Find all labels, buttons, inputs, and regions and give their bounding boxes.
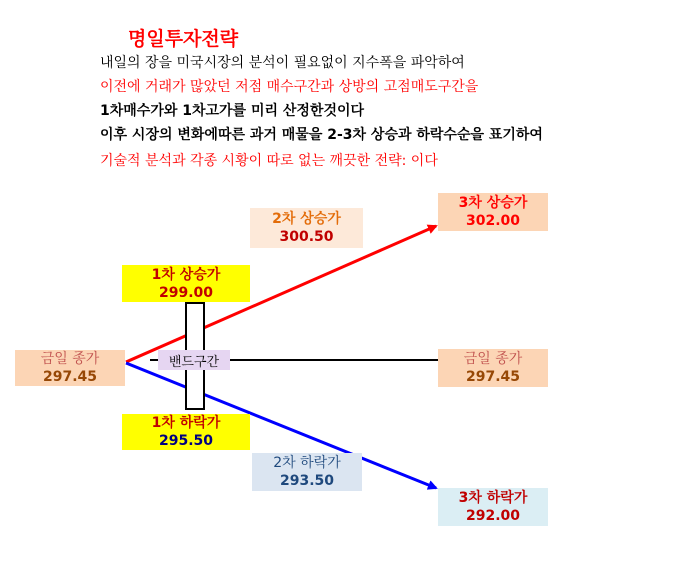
- description-line-2: 이전에 거래가 많았던 저점 매수구간과 상방의 고점매도구간을: [100, 79, 479, 95]
- fall-level-3-box: [438, 488, 548, 526]
- rise-level-1-value: 299.00: [158, 284, 214, 301]
- fall-level-3-value: 292.00: [465, 508, 521, 524]
- target-close-box: [438, 349, 548, 387]
- description-line-5: 기술적 분석과 각종 시황이 따로 없는 깨끗한 전략: 이다: [100, 153, 438, 169]
- description-line-1: 내일의 장을 미국시장의 분석이 필요없이 지수폭을 파악하여: [100, 55, 465, 71]
- rise-level-3-label: 3차 상승가: [458, 195, 528, 211]
- rise-level-3-value: 302.00: [465, 213, 521, 229]
- target-close-value: 297.45: [465, 369, 521, 385]
- current-close-label: 금일 종가: [40, 351, 100, 367]
- rise-level-1-box: [122, 265, 250, 302]
- rise-level-3-box: [438, 193, 548, 231]
- current-close-box: [15, 350, 125, 386]
- current-close-value: 297.45: [42, 369, 98, 385]
- target-close-label: 금일 종가: [463, 351, 523, 367]
- page-title: 명일투자전략: [128, 28, 239, 50]
- fall-level-1-box: [122, 414, 250, 450]
- fall-level-2-box: [252, 453, 362, 491]
- band-label: 밴드구간: [158, 350, 230, 370]
- fall-level-2-value: 293.50: [279, 473, 335, 489]
- rise-level-2-box: [250, 208, 363, 248]
- fall-level-2-label: 2차 하락가: [273, 455, 341, 471]
- description-line-3: 1차매수가와 1차고가를 미리 산정한것이다: [100, 103, 365, 119]
- description-line-4: 이후 시장의 변화에따른 과거 매물을 2-3차 상승과 하락수순을 표기하여: [100, 127, 543, 143]
- rise-level-1-label: 1차 상승가: [151, 266, 221, 283]
- rise-level-2-value: 300.50: [279, 229, 334, 245]
- fall-level-3-label: 3차 하락가: [458, 490, 528, 506]
- fall-level-1-label: 1차 하락가: [151, 415, 221, 431]
- fall-level-1-value: 295.50: [158, 433, 214, 449]
- rise-level-2-label: 2차 상승가: [272, 211, 341, 227]
